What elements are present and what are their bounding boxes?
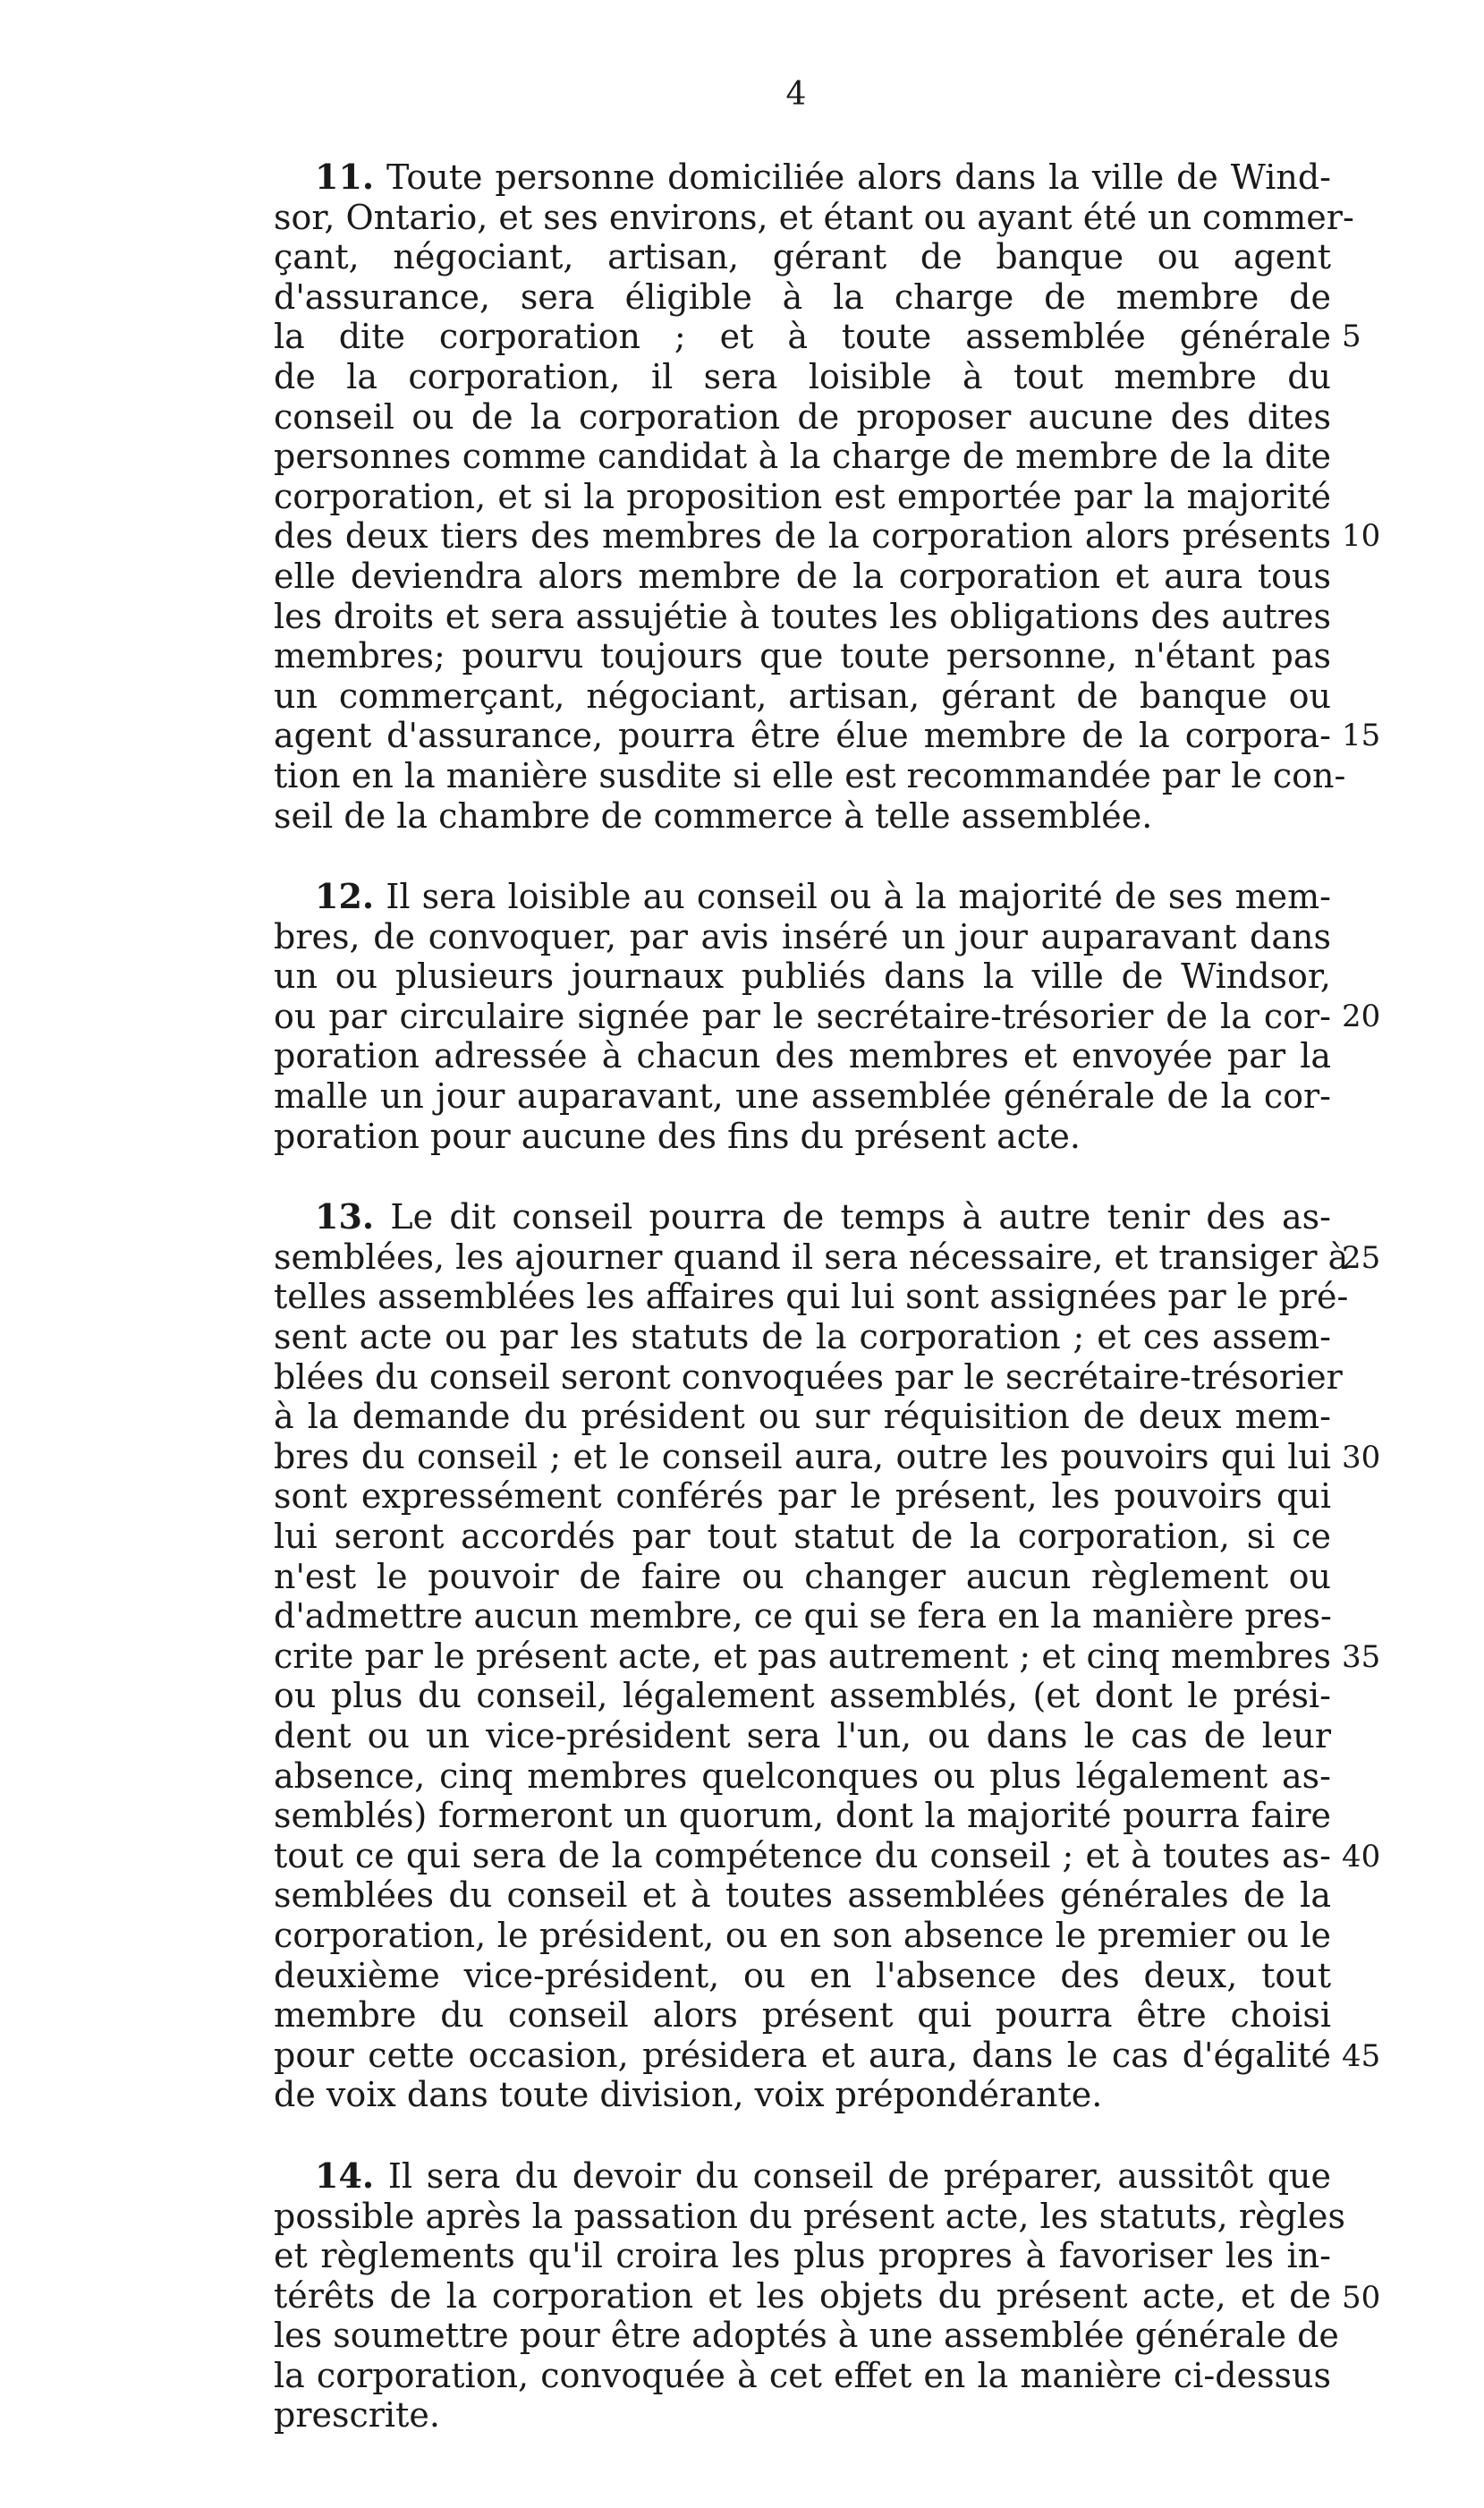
paragraph-line: bres, de convoquer, par avis inséré un jour auparavant dans <box>274 916 1331 956</box>
paragraph-line: semblées, les ajourner quand il sera nécessaire, et transiger à <box>274 1237 1349 1277</box>
paragraph-line: lui seront accordés par tout statut de la corporation, si ce <box>274 1517 1331 1556</box>
line-number: 40 <box>1342 1839 1381 1875</box>
paragraph-line: malle un jour auparavant, une assemblée générale de la cor- <box>274 1076 1331 1117</box>
paragraph-line: corporation, et si la proposition est emportée par la majorité <box>274 476 1331 516</box>
section-12 <box>274 877 1331 1156</box>
paragraph-line: un ou plusieurs journaux publiés dans la ville de Windsor, <box>274 956 1331 997</box>
section-number: 13. <box>315 1196 375 1237</box>
line-number: 5 <box>1342 319 1361 354</box>
paragraph-line: membre du conseil alors présent qui pourra être choisi <box>274 1995 1331 2036</box>
paragraph-line: 11. Toute personne domiciliée alors dans la ville de Wind- <box>315 157 1331 197</box>
paragraph-line: agent d'assurance, pourra être élue membre de la corpora- <box>274 716 1331 756</box>
paragraph-line: sont expressément conférés par le présent, les pouvoirs qui <box>274 1476 1331 1517</box>
paragraph-line: tion en la manière susdite si elle est recommandée par le con- <box>274 755 1346 795</box>
paragraph-line: ou plus du conseil, légalement assemblés, (et dont le prési- <box>274 1676 1331 1716</box>
paragraph-line: telles assemblées les affaires qui lui sont assignées par le pré- <box>274 1277 1349 1317</box>
paragraph-line: bres du conseil ; et le conseil aura, outre les pouvoirs qui lui <box>274 1436 1331 1476</box>
paragraph-line: blées du conseil seront convoquées par le secrétaire-trésorier <box>274 1356 1343 1397</box>
paragraph-line: les soumettre pour être adoptés à une assemblée générale de <box>274 2316 1339 2356</box>
paragraph-line: d'admettre aucun membre, ce qui se fera en la manière pres- <box>274 1596 1332 1637</box>
line-number: 10 <box>1342 518 1381 554</box>
paragraph-line: elle deviendra alors membre de la corporation et aura tous <box>274 556 1331 596</box>
line-number: 15 <box>1342 718 1381 753</box>
paragraph-line: 12. Il sera loisible au conseil ou à la majorité de ses mem- <box>315 876 1331 917</box>
paragraph-line: les droits et sera assujétie à toutes les obligations des autres <box>274 596 1331 636</box>
paragraph-line: et règlements qu'il croira les plus propres à favoriser les in- <box>274 2236 1331 2276</box>
paragraph-line: la dite corporation ; et à toute assemblée générale <box>274 317 1331 357</box>
section-11 <box>274 157 1354 836</box>
paragraph-line: semblés) formeront un quorum, dont la majorité pourra faire <box>274 1796 1331 1836</box>
paragraph-line: sor, Ontario, et ses environs, et étant ou ayant été un commer- <box>274 197 1354 237</box>
paragraph-line: de la corporation, il sera loisible à tout membre du <box>274 356 1331 396</box>
paragraph-line: crite par le présent acte, et pas autrement ; et cinq membres <box>274 1636 1331 1676</box>
paragraph-line: ou par circulaire signée par le secrétaire-trésorier de la cor- <box>274 996 1331 1036</box>
line-number: 25 <box>1342 1240 1381 1276</box>
paragraph-line: seil de la chambre de commerce à telle assemblée. <box>274 795 1153 836</box>
paragraph-line: un commerçant, négociant, artisan, gérant de banque ou <box>274 676 1331 716</box>
paragraph-line: çant, négociant, artisan, gérant de banque ou agent <box>274 237 1331 277</box>
paragraph-line: membres; pourvu toujours que toute personne, n'étant pas <box>274 636 1331 676</box>
paragraph-line: poration adressée à chacun des membres et envoyée par la <box>274 1036 1331 1076</box>
section-number: 11. <box>315 157 375 197</box>
paragraph-line: sent acte ou par les statuts de la corporation ; et ces assem- <box>274 1317 1331 1357</box>
line-number: 50 <box>1342 2280 1381 2316</box>
paragraph-line: 13. Le dit conseil pourra de temps à autre tenir des as- <box>315 1196 1331 1237</box>
paragraph-line: possible après la passation du présent acte, les statuts, règles <box>274 2196 1345 2236</box>
paragraph-line: prescrite. <box>274 2395 440 2436</box>
section-13 <box>274 1196 1349 2115</box>
paragraph-line: absence, cinq membres quelconques ou plus légalement as- <box>274 1756 1331 1796</box>
section-number: 12. <box>315 876 375 917</box>
paragraph-line: à la demande du président ou sur réquisition de deux mem- <box>274 1397 1331 1437</box>
paragraph-line: personnes comme candidat à la charge de membre de la dite <box>274 437 1331 477</box>
paragraph-line: corporation, le président, ou en son absence le premier ou le <box>274 1915 1331 1955</box>
section-number: 14. <box>315 2155 375 2196</box>
text-body <box>274 157 1354 2477</box>
paragraph-line: térêts de la corporation et les objets du présent acte, et de <box>274 2275 1331 2316</box>
page-number: 4 <box>785 76 807 113</box>
paragraph-line: semblées du conseil et à toutes assemblées générales de la <box>274 1875 1331 1916</box>
paragraph-line: 14. Il sera du devoir du conseil de préparer, aussitôt que <box>315 2155 1331 2196</box>
line-number: 45 <box>1342 2038 1381 2074</box>
paragraph-line: la corporation, convoquée à cet effet en la manière ci-dessus <box>274 2355 1331 2395</box>
paragraph-line: d'assurance, sera éligible à la charge de membre de <box>274 276 1331 317</box>
paragraph-line: poration pour aucune des fins du présent acte. <box>274 1116 1081 1156</box>
line-number: 30 <box>1342 1440 1381 1475</box>
paragraph-line: conseil ou de la corporation de proposer aucune des dites <box>274 396 1331 437</box>
section-14 <box>274 2155 1345 2436</box>
paragraph-line: des deux tiers des membres de la corporation alors présents <box>274 516 1331 557</box>
line-number: 35 <box>1342 1639 1381 1675</box>
paragraph-line: deuxième vice-président, ou en l'absence des deux, tout <box>274 1955 1331 1995</box>
paragraph-line: de voix dans toute division, voix prépondérante. <box>274 2075 1103 2115</box>
paragraph-line: pour cette occasion, présidera et aura, dans le cas d'égalité <box>274 2035 1331 2075</box>
paragraph-line: dent ou un vice-président sera l'un, ou dans le cas de leur <box>274 1715 1331 1756</box>
paragraph-line: n'est le pouvoir de faire ou changer aucun règlement ou <box>274 1556 1331 1596</box>
paragraph-line: tout ce qui sera de la compétence du conseil ; et à toutes as- <box>274 1835 1331 1875</box>
line-number: 20 <box>1342 999 1381 1034</box>
